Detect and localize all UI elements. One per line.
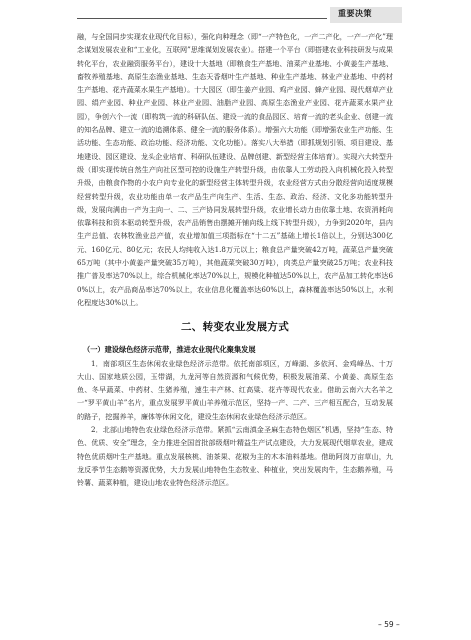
running-title: 重要决策	[338, 9, 372, 18]
paragraph-north-zone: 2．北部山地特色农业绿色经济示范带。紧抓“云南滇金圣麻生态特色烟区”机遇，坚持“生态、特色、优质、安全”理念，全力推进全国首批部级烟叶精益生产试点建设，大力发展现代烟草农业，建成特色优质烟叶生产基地。重点发展核桃、油茶果、花椒为主的木本油料基地。借助阿岗万亩草山，九龙反季节生态鹅等资源优势，大力发展山地特色生态牧业、种植业，突出发展肉牛，生态鹅养殖，马铃薯、蔬菜种植，建设山地农业特色经济示范区。	[77, 425, 393, 488]
page-number: – 59 –	[378, 620, 400, 629]
paragraph-continuation: 融，与全国同步实现农业现代化目标），强化向种理念（即“一产特色化，一产二产化，一产一产化”理念谋划发展农业和“工业化，互联网”思维谋划发展农业）。搭建一个平台（即搭建农业科技研发与成果转化平台，农业融资服务平台），建设十大基地（即粮食生产基地、油菜产业基地、小黄姜生产基地、畜牧养殖基地、高原生态渔业基地、生态天香烟叶生产基地、种业生产基地、林业产业基地、中药材生产基地、花卉蔬菜水果生产基地）。十大园区（即生姜产业园、鸡产业园、蜂产业园、现代烟草产业园、绢产业园、种业产业园、林业产业园、油脂产业园、高原生态渔业产业园、花卉蔬菜水果产业园），争创六个一流（即构筑一流的科研队伍、建设一流的食品园区、培育一流的老头企业、创建一流的知名品牌、建立一流的追溯体系、健全一流的服务体系）。增强六大功能（即增强农业生产功能、生活功能、生态功能、政治功能、经济功能、文化功能）。落实八大举措（即抓规划引领、项目建设、基地建设、园区建设、龙头企业培育、科研队伍建设、品牌创建、新型经营主体培育）。实现六大转型升级（即实现传统自然生产向社区型可控的设施生产转型升级，由依靠人工劳动投入向机械化投入转型升级，由粮食作物的小农户向专业化的新型经营主体转型升级，农业经营方式由分散经营向适度规模经营转型升级，农业功能由单一农产品生产向生产、生活、生态、政治、经济、文化多功能转型升级，发展向满由一产为主向一、二、三产协同发展转型升级，农业增长动力由依靠土地、农资消耗向依靠科技和资本驱动转型升级，农产品销售由摆摊开铺向线上线下转型升级），力争到2020年，县内生产总值、农林牧渔业总产值，农业增加值三项指标在“十二五”基础上增长1倍以上，分别达300亿元、160亿元、80亿元；农民人均纯收入达1.8万元以上；粮食总产量突破42万吨，蔬菜总产量突破65万吨（其中小黄姜产量突破35万吨），其他蔬菜突破30万吨），肉类总产量突破25万吨；农业科技推广普及率达70%以上，综合机械化率达70%以上，规模化种植达50%以上，农产品加工转化率达60%以上，农产品商品率达70%以上，农业信息化覆盖率达60%以上，森林覆盖率达50%以上，水利化程度达30%以上。	[77, 32, 393, 307]
paragraph-south-zone: 1．南部项区生态休闲农业绿色经济示范带。依托南部项区，万峰湖、多依河、金鸡峰丛、十万大山、国家地质公园，玉带湖，九龙河等自然资源和气候优势，积极发展油菜、小黄姜、高原生态鱼、冬早蔬菜、中药材、生猪养殖，速生丰产林、红高粱、花卉等现代农业。借助云南六大名羊之一“罗平黄山羊”名片，重点发展罗平黄山羊养殖示范区，坚持一产、二产、三产相互配合，互动发展的路子，挖掘养羊，廉体等休闲文化，建设生态休闲农业绿色经济示范区。	[77, 358, 393, 421]
section-heading: 二、转变农业发展方式	[181, 321, 289, 334]
header-rule	[77, 18, 327, 19]
subsection-heading: （一）建设绿色经济示范带，推进农业现代化聚集发展	[83, 345, 256, 355]
body-text	[77, 30, 393, 490]
